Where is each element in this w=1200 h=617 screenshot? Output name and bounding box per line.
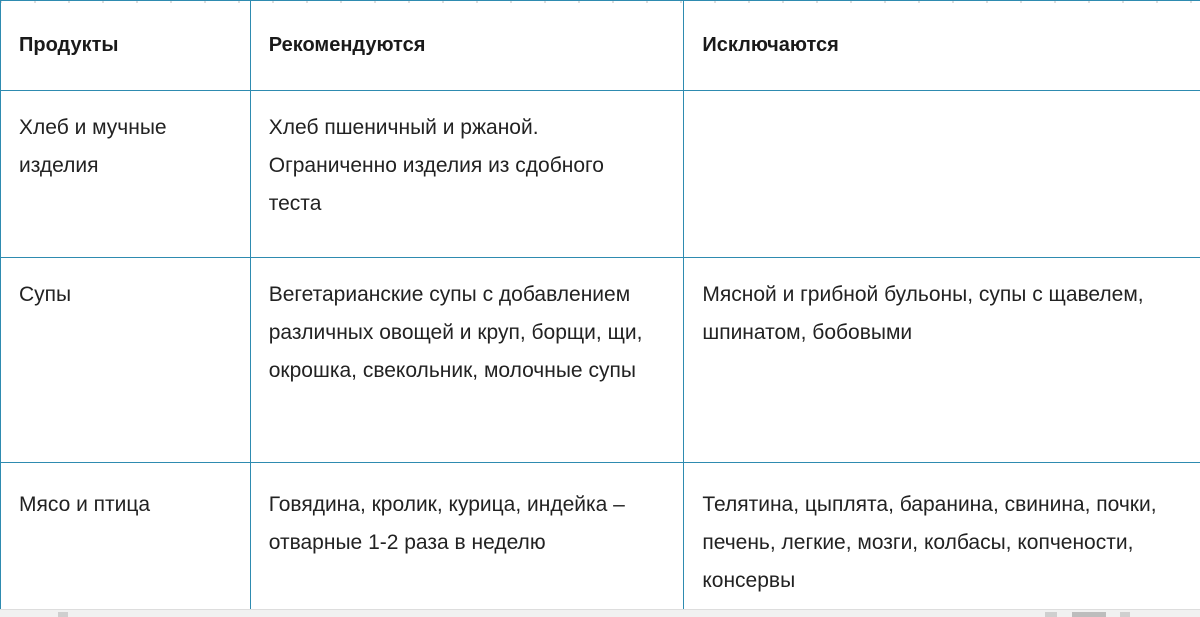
table-header-row xyxy=(1,1,1200,91)
toolbar-icon xyxy=(58,612,68,617)
cell-excluded xyxy=(684,91,1200,258)
toolbar-icon xyxy=(1120,612,1130,617)
cell-excluded: Телятина, цыплята, баранина, свинина, почки, печень, легкие, мозги, колбасы, копчености, консервы xyxy=(684,463,1200,617)
header-products: Продукты xyxy=(1,1,251,91)
cell-product: Супы xyxy=(1,258,251,463)
header-recommended: Рекомендуются xyxy=(250,1,684,91)
table-row xyxy=(1,463,1200,617)
toolbar-icon xyxy=(1045,612,1057,617)
cell-product: Мясо и птица xyxy=(1,463,251,617)
cell-product: Хлеб и мучные изделия xyxy=(1,91,251,258)
cell-recommended: Хлеб пшеничный и ржаной. Ограниченно изделия из сдобного теста xyxy=(250,91,684,258)
bottom-toolbar-strip xyxy=(0,609,1200,617)
toolbar-icon xyxy=(1072,612,1106,617)
cell-recommended: Говядина, кролик, курица, индейка – отварные 1-2 раза в неделю xyxy=(250,463,684,617)
table-row xyxy=(1,91,1200,258)
header-excluded: Исключаются xyxy=(684,1,1200,91)
table-row xyxy=(1,258,1200,463)
cell-excluded: Мясной и грибной бульоны, супы с щавелем, шпинатом, бобовыми xyxy=(684,258,1200,463)
cell-recommended: Вегетарианские супы с добавлением различных овощей и круп, борщи, щи, окрошка, свекольник, молочные супы xyxy=(250,258,684,463)
